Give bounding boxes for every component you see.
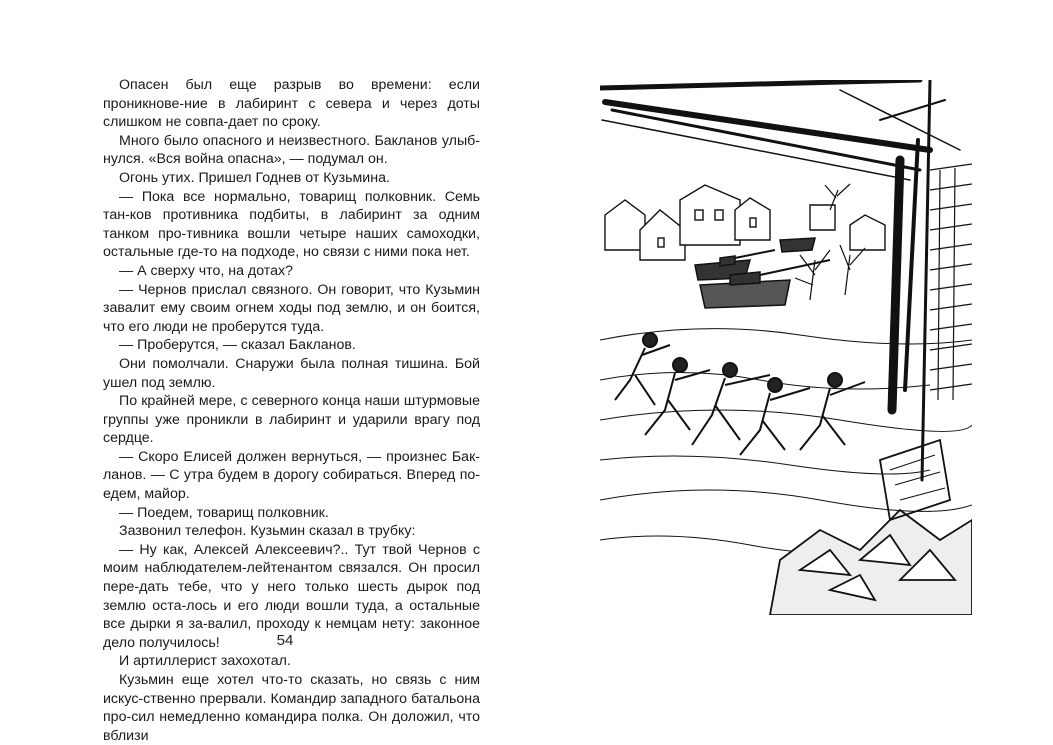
paragraph: — Проберутся, — сказал Бакланов. bbox=[119, 337, 356, 354]
paragraph: — Пока все нормально, товарищ полковник. Семь тан-ков противника подбиты, в лабиринт за одним танком про-тивника вошли четыре наших самоходки, остальные где-то на подходе, но связи с ними пока нет. bbox=[103, 188, 480, 261]
paragraph: — Ну как, Алексей Алексеевич?.. Тут твой Чернов с моим наблюдателем-лейтенантом связался. Он просил пере-дать тебе, что у него только шесть дырок под землю оста-лось и его люди вошли туда, а остальные все дырки я за-валил, проходу к немцам нету: законное дело получилось! bbox=[103, 541, 480, 651]
paragraph: Кузьмин еще хотел что-то сказать, но связь с ним искус-ственно прервали. Командир западного батальона про-сил немедленно командира полка. Он доложил, что вблизи bbox=[103, 672, 480, 744]
wall-hatching bbox=[930, 164, 972, 400]
paragraph: — А сверху что, на дотах? bbox=[119, 262, 293, 279]
paragraph: Зазвонил телефон. Кузьмин сказал в трубку: bbox=[119, 523, 416, 540]
soldiers bbox=[615, 333, 865, 455]
page-number: 54 bbox=[276, 632, 294, 649]
paragraph: Огонь утих. Пришел Годнев от Кузьмина. bbox=[119, 169, 390, 186]
paragraph: — Скоро Елисей должен вернуться, — произнес Бак-ланов. — С утра будем в дорогу собираться. Вперед по-едем, майор. bbox=[103, 448, 480, 503]
paragraph: Много было опасного и неизвестного. Бакланов улыб-нулся. «Вся война опасна», — подумал он. bbox=[103, 132, 480, 168]
ground-lines bbox=[600, 329, 972, 554]
illustration-drawing bbox=[600, 80, 972, 615]
paragraph: — Поедем, товарищ полковник. bbox=[119, 504, 329, 521]
paragraph: И артиллерист захохотал. bbox=[119, 653, 291, 670]
paragraph: Опасен был еще разрыв во времени: если проникнове-ние в лабиринт с севера и через доты слишком не совпа-дает по сроку. bbox=[103, 77, 480, 131]
paragraph: По крайней мере, с северного конца наши штурмовые группы уже проникли в лабиринт и ударили врагу под сердце. bbox=[103, 393, 480, 447]
paragraph: Они помолчали. Снаружи была полная тишина. Бой ушел под землю. bbox=[103, 355, 480, 391]
paragraph: — Чернов прислал связного. Он говорит, что Кузьмин завалит ему своим огнем ходы под землю, и он боится, что его люди не проберутся туда. bbox=[103, 281, 480, 335]
village-houses bbox=[605, 185, 885, 260]
war-scene-illustration bbox=[600, 80, 972, 615]
